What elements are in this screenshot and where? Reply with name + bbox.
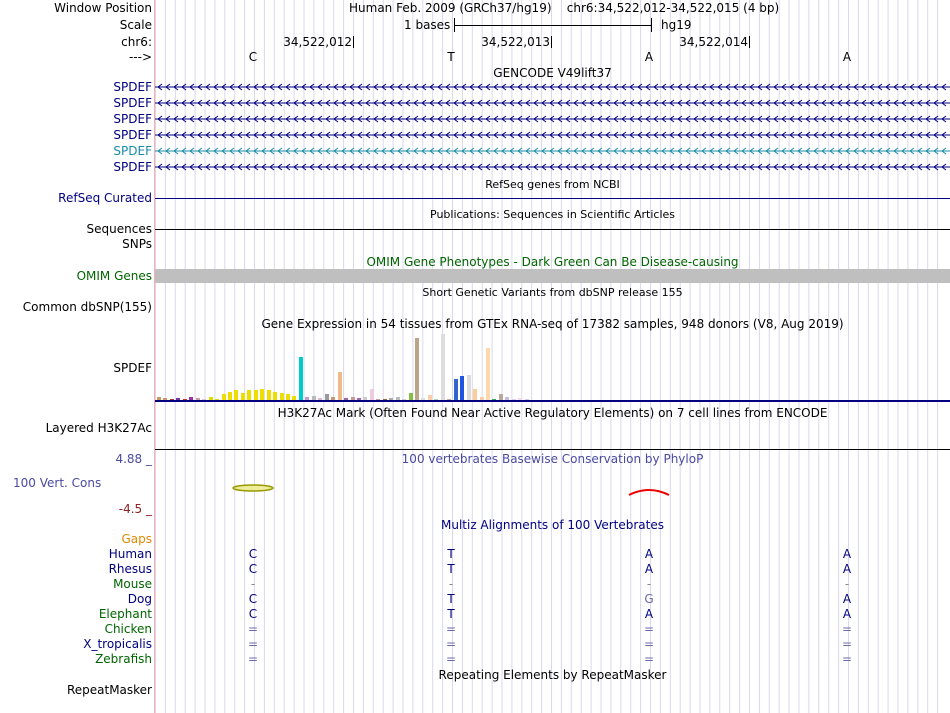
gencode-transcript[interactable] <box>155 114 950 124</box>
chrom-label: chr6: <box>121 35 152 49</box>
alignment-base: G <box>644 592 654 606</box>
alignment-base: = <box>643 652 655 666</box>
coord-2: 34,522,013 <box>481 35 550 49</box>
gencode-transcript[interactable] <box>155 162 950 172</box>
gtex-tissue-bar[interactable] <box>260 389 264 400</box>
cons-positive-mark <box>233 485 273 491</box>
gtex-baseline <box>155 400 950 402</box>
dbsnp-label[interactable]: Common dbSNP(155) <box>22 300 152 314</box>
alignment-base: T <box>447 607 455 621</box>
refseq-title[interactable]: RefSeq genes from NCBI <box>485 178 620 191</box>
alignment-base: = <box>841 652 853 666</box>
scale-bar <box>454 18 652 32</box>
alignment-base: = <box>247 652 259 666</box>
cons-negative-mark <box>629 490 669 495</box>
repeatmasker-label[interactable]: RepeatMasker <box>66 683 152 697</box>
gtex-tissue-bar[interactable] <box>254 390 258 401</box>
species-label[interactable]: X_tropicalis <box>83 637 152 651</box>
coord-3: 34,522,014 <box>679 35 748 49</box>
gtex-tissue-bar[interactable] <box>454 379 458 400</box>
refseq-gene-line[interactable] <box>155 198 950 199</box>
scale-label: Scale <box>119 18 152 32</box>
gtex-tissue-bar[interactable] <box>267 390 271 400</box>
ref-base-4: A <box>842 50 852 64</box>
gtex-tissue-bar[interactable] <box>273 392 277 400</box>
window-position-value: Human Feb. 2009 (GRCh37/hg19) chr6:34,522,012-34,522,015 (4 bp) <box>349 1 780 15</box>
gencode-track-label[interactable]: SPDEF <box>113 112 152 126</box>
alignment-base: = <box>247 637 259 651</box>
alignment-base: = <box>247 622 259 636</box>
cons-min: -4.5 _ <box>118 502 152 516</box>
species-label[interactable]: Rhesus <box>108 562 152 576</box>
repeatmasker-title[interactable]: Repeating Elements by RepeatMasker <box>438 668 667 682</box>
alignment-base: C <box>248 562 258 576</box>
tick-3 <box>749 36 750 48</box>
alignment-base: C <box>248 607 258 621</box>
alignment-base: = <box>643 622 655 636</box>
species-label[interactable]: Mouse <box>113 577 152 591</box>
alignment-base: A <box>842 547 852 561</box>
omim-title[interactable]: OMIM Gene Phenotypes - Dark Green Can Be Disease-causing <box>366 255 739 269</box>
gtex-tissue-bar[interactable] <box>473 389 477 400</box>
gtex-tissue-bar[interactable] <box>441 334 445 401</box>
alignment-base: - <box>646 577 652 591</box>
gtex-tissue-bar[interactable] <box>299 357 303 400</box>
gtex-bar-chart[interactable] <box>155 330 950 402</box>
tick-1 <box>353 36 354 48</box>
publications-title[interactable]: Publications: Sequences in Scientific Articles <box>430 208 675 221</box>
gtex-tissue-bar[interactable] <box>338 372 342 400</box>
species-label[interactable]: Chicken <box>104 622 152 636</box>
species-label[interactable]: Zebrafish <box>95 652 152 666</box>
h3k27ac-title[interactable]: H3K27Ac Mark (Often Found Near Active Regulatory Elements) on 7 cell lines from ENCODE <box>277 406 828 420</box>
gencode-transcript[interactable] <box>155 98 950 108</box>
alignment-base: T <box>447 547 455 561</box>
gtex-tissue-bar[interactable] <box>241 393 245 400</box>
alignment-base: A <box>842 592 852 606</box>
omim-bar[interactable] <box>155 269 950 283</box>
cons-label[interactable]: 100 Vert. Cons <box>13 476 102 490</box>
alignment-base: = <box>445 637 457 651</box>
gencode-track-label[interactable]: SPDEF <box>113 160 152 174</box>
scale-value: 1 bases <box>404 18 451 32</box>
gencode-track-label[interactable]: SPDEF <box>113 96 152 110</box>
multiz-title[interactable]: Multiz Alignments of 100 Vertebrates <box>440 518 665 532</box>
window-position-label: Window Position <box>54 1 152 15</box>
omim-label[interactable]: OMIM Genes <box>76 269 152 283</box>
gencode-track-label[interactable]: SPDEF <box>113 144 152 158</box>
gtex-tissue-bar[interactable] <box>228 392 232 400</box>
gtex-tissue-bar[interactable] <box>247 390 251 401</box>
gtex-tissue-bar[interactable] <box>467 375 471 400</box>
cons-plot[interactable] <box>155 480 950 500</box>
alignment-base: = <box>841 637 853 651</box>
alignment-base: A <box>842 562 852 576</box>
gencode-transcript[interactable] <box>155 146 950 156</box>
strand-label: ---> <box>128 50 152 64</box>
gencode-track-label[interactable]: SPDEF <box>113 80 152 94</box>
scale-assembly: hg19 <box>661 18 692 32</box>
h3k27ac-label[interactable]: Layered H3K27Ac <box>45 421 152 435</box>
species-label[interactable]: Dog <box>127 592 152 606</box>
alignment-base: = <box>643 637 655 651</box>
ref-base-2: T <box>447 50 455 64</box>
ref-base-3: A <box>644 50 654 64</box>
gtex-tissue-bar[interactable] <box>370 389 374 400</box>
sequences-label[interactable]: Sequences <box>86 222 152 236</box>
gtex-tissue-bar[interactable] <box>234 390 238 400</box>
gtex-tissue-bar[interactable] <box>460 376 464 400</box>
coord-1: 34,522,012 <box>283 35 352 49</box>
species-label[interactable]: Human <box>108 547 152 561</box>
gtex-title[interactable]: Gene Expression in 54 tissues from GTEx RNA-seq of 17382 samples, 948 donors (V8, Aug 2019) <box>261 317 844 331</box>
gtex-tissue-bar[interactable] <box>280 393 284 400</box>
alignment-base: - <box>448 577 454 591</box>
ref-base-1: C <box>248 50 258 64</box>
alignment-base: C <box>248 592 258 606</box>
gtex-tissue-bar[interactable] <box>486 348 490 400</box>
alignment-base: A <box>842 607 852 621</box>
alignment-base: A <box>644 607 654 621</box>
sequences-line[interactable] <box>155 229 950 230</box>
gaps-label[interactable]: Gaps <box>121 532 152 546</box>
gtex-tissue-bar[interactable] <box>409 393 413 400</box>
alignment-base: A <box>644 562 654 576</box>
alignment-base: A <box>644 547 654 561</box>
gencode-title[interactable]: GENCODE V49lift37 <box>493 66 612 80</box>
alignment-base: C <box>248 547 258 561</box>
alignment-base: = <box>445 652 457 666</box>
gencode-transcript[interactable] <box>155 130 950 140</box>
alignment-base: - <box>250 577 256 591</box>
snps-label[interactable]: SNPs <box>122 237 152 251</box>
gtex-tissue-bar[interactable] <box>415 338 419 400</box>
refseq-label[interactable]: RefSeq Curated <box>58 191 152 205</box>
species-label[interactable]: Elephant <box>98 607 152 621</box>
gencode-transcript[interactable] <box>155 82 950 92</box>
cons-max: 4.88 _ <box>115 452 152 466</box>
alignment-base: T <box>447 592 455 606</box>
alignment-base: = <box>445 622 457 636</box>
gtex-label[interactable]: SPDEF <box>113 361 152 375</box>
cons-title[interactable]: 100 vertebrates Basewise Conservation by PhyloP <box>401 452 704 466</box>
h3k27ac-baseline <box>155 449 950 450</box>
tick-2 <box>551 36 552 48</box>
alignment-base: - <box>844 577 850 591</box>
alignment-base: T <box>447 562 455 576</box>
gencode-track-label[interactable]: SPDEF <box>113 128 152 142</box>
alignment-base: = <box>841 622 853 636</box>
dbsnp-title[interactable]: Short Genetic Variants from dbSNP release 155 <box>422 286 683 299</box>
